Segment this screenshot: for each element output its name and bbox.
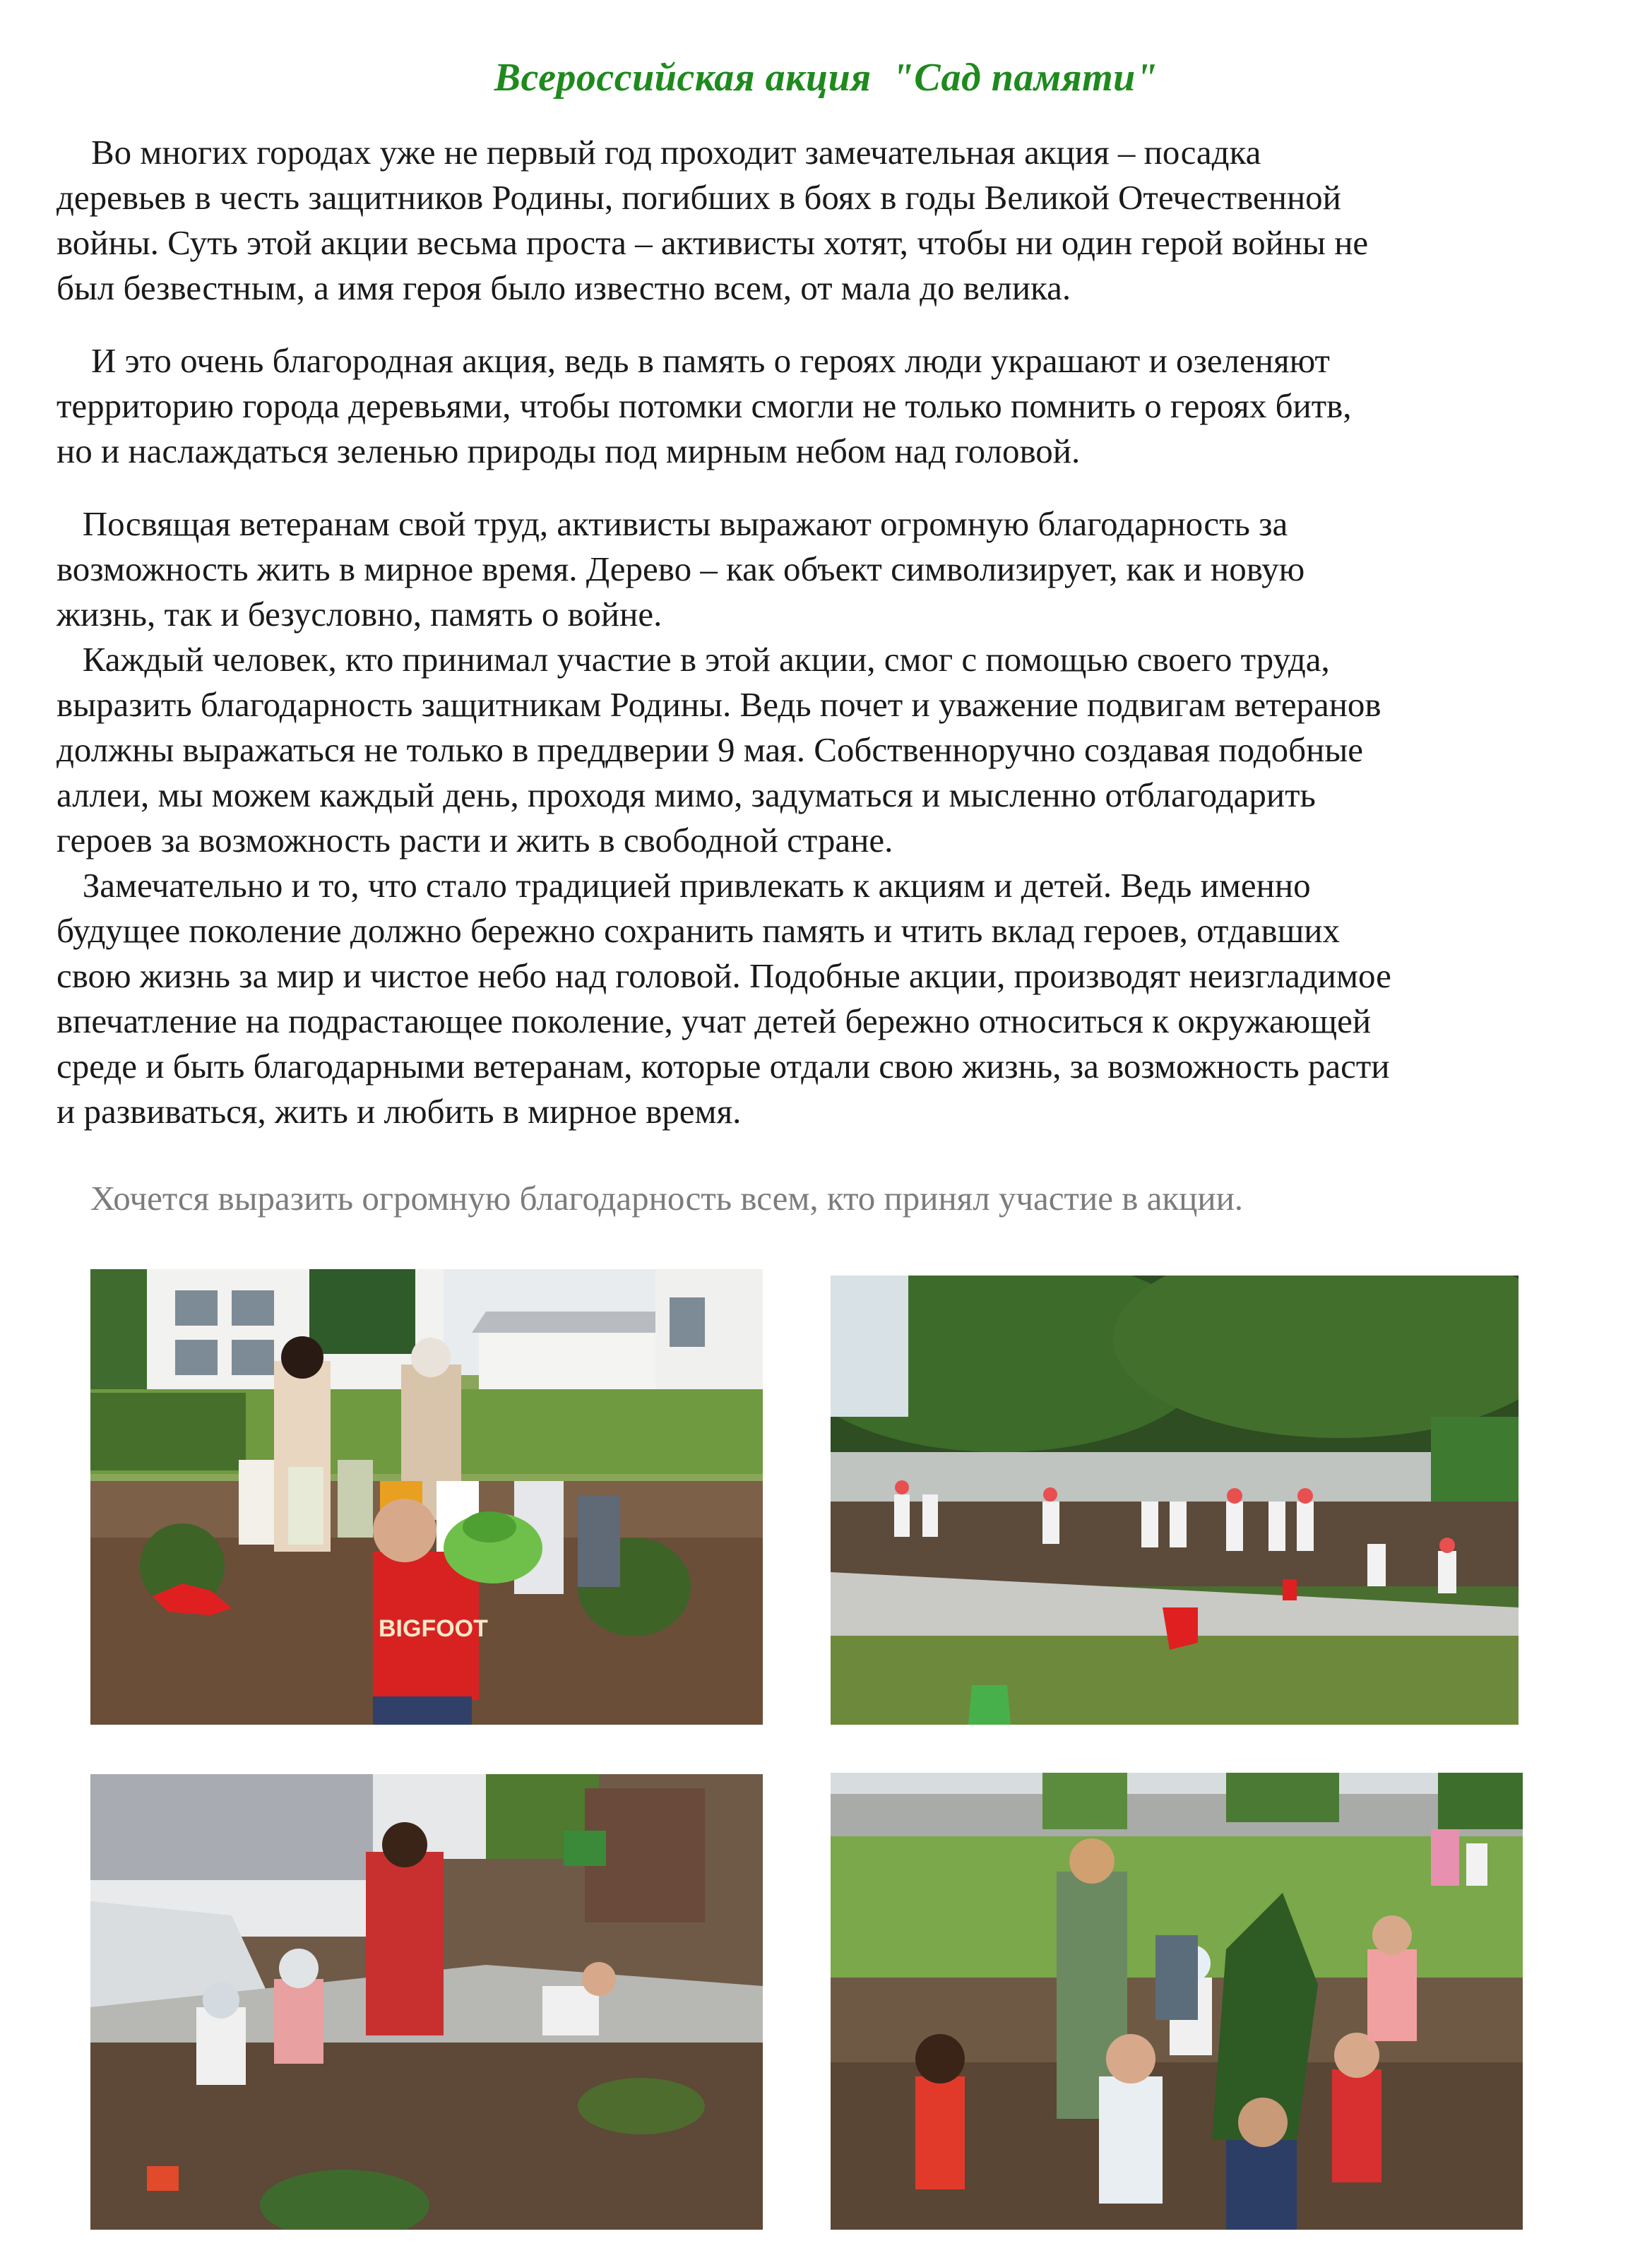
paragraph-line: аллеи, мы можем каждый день, проходя мимо, задуматься и мысленно отблагодарить	[57, 775, 1316, 814]
photo-children-in-park	[831, 1276, 1519, 1725]
paragraph-line: героев за возможность расти и жить в свободной стране.	[57, 821, 893, 860]
paragraph-line: был безвестным, а имя героя было известно всем, от мала до велика.	[57, 268, 1071, 307]
paragraph-line: выразить благодарность защитникам Родины. Ведь почет и уважение подвигам ветеранов	[57, 685, 1381, 724]
paragraph-line: территорию города деревьями, чтобы потомки смогли не только помнить о героях битв,	[57, 386, 1352, 425]
photo-planting-thuja	[831, 1773, 1523, 2230]
paragraph-line: но и наслаждаться зеленью природы под мирным небом над головой.	[57, 432, 1081, 470]
paragraph-line: свою жизнь за мир и чистое небо над головой. Подобные акции, производят неизгладимое	[57, 956, 1391, 995]
photo-planting-by-building	[90, 1269, 763, 1725]
page-title: Всероссийская акция "Сад памяти"	[494, 56, 1158, 100]
paragraph-1	[57, 130, 1596, 311]
paragraph-line: и развиваться, жить и любить в мирное время.	[57, 1092, 742, 1131]
paragraph-line: Каждый человек, кто принимал участие в этой акции, смог с помощью своего труда,	[57, 640, 1330, 679]
paragraph-line: должны выражаться не только в преддверии 9 мая. Собственноручно создавая подобные	[57, 730, 1363, 769]
paragraph-line: возможность жить в мирное время. Дерево – как объект символизирует, как и новую	[57, 549, 1305, 588]
paragraph-line: войны. Суть этой акции весьма проста – активисты хотят, чтобы ни один герой войны не	[57, 223, 1369, 262]
paragraph-line: И это очень благородная акция, ведь в память о героях люди украшают и озеленяют	[57, 341, 1330, 380]
paragraph-5	[57, 863, 1596, 1134]
photo-digging-with-teacher	[90, 1774, 763, 2230]
paragraph-line: будущее поколение должно бережно сохранить память и чтить вклад героев, отдавших	[57, 911, 1341, 950]
thanks-note: Хочется выразить огромную благодарность всем, кто принял участие в акции.	[90, 1179, 1244, 1218]
paragraph-2	[57, 338, 1596, 474]
paragraph-line: Посвящая ветеранам свой труд, активисты выражают огромную благодарность за	[57, 504, 1288, 543]
paragraph-line: Во многих городах уже не первый год проходит замечательная акция – посадка	[57, 133, 1261, 172]
paragraph-3	[57, 501, 1596, 637]
paragraph-line: деревьев в честь защитников Родины, погибших в боях в годы Великой Отечественной	[57, 178, 1341, 217]
paragraph-line: среде и быть благодарными ветеранам, которые отдали свою жизнь, за возможность расти	[57, 1047, 1390, 1086]
paragraph-4	[57, 637, 1596, 863]
paragraph-line: Замечательно и то, что стало традицией привлекать к акциям и детей. Ведь именно	[57, 866, 1311, 905]
tshirt-text: BIGFOOT	[379, 1615, 488, 1642]
paragraph-line: жизнь, так и безусловно, память о войне.	[57, 595, 662, 634]
paragraph-line: впечатление на подрастающее поколение, учат детей бережно относиться к окружающей	[57, 1001, 1372, 1040]
